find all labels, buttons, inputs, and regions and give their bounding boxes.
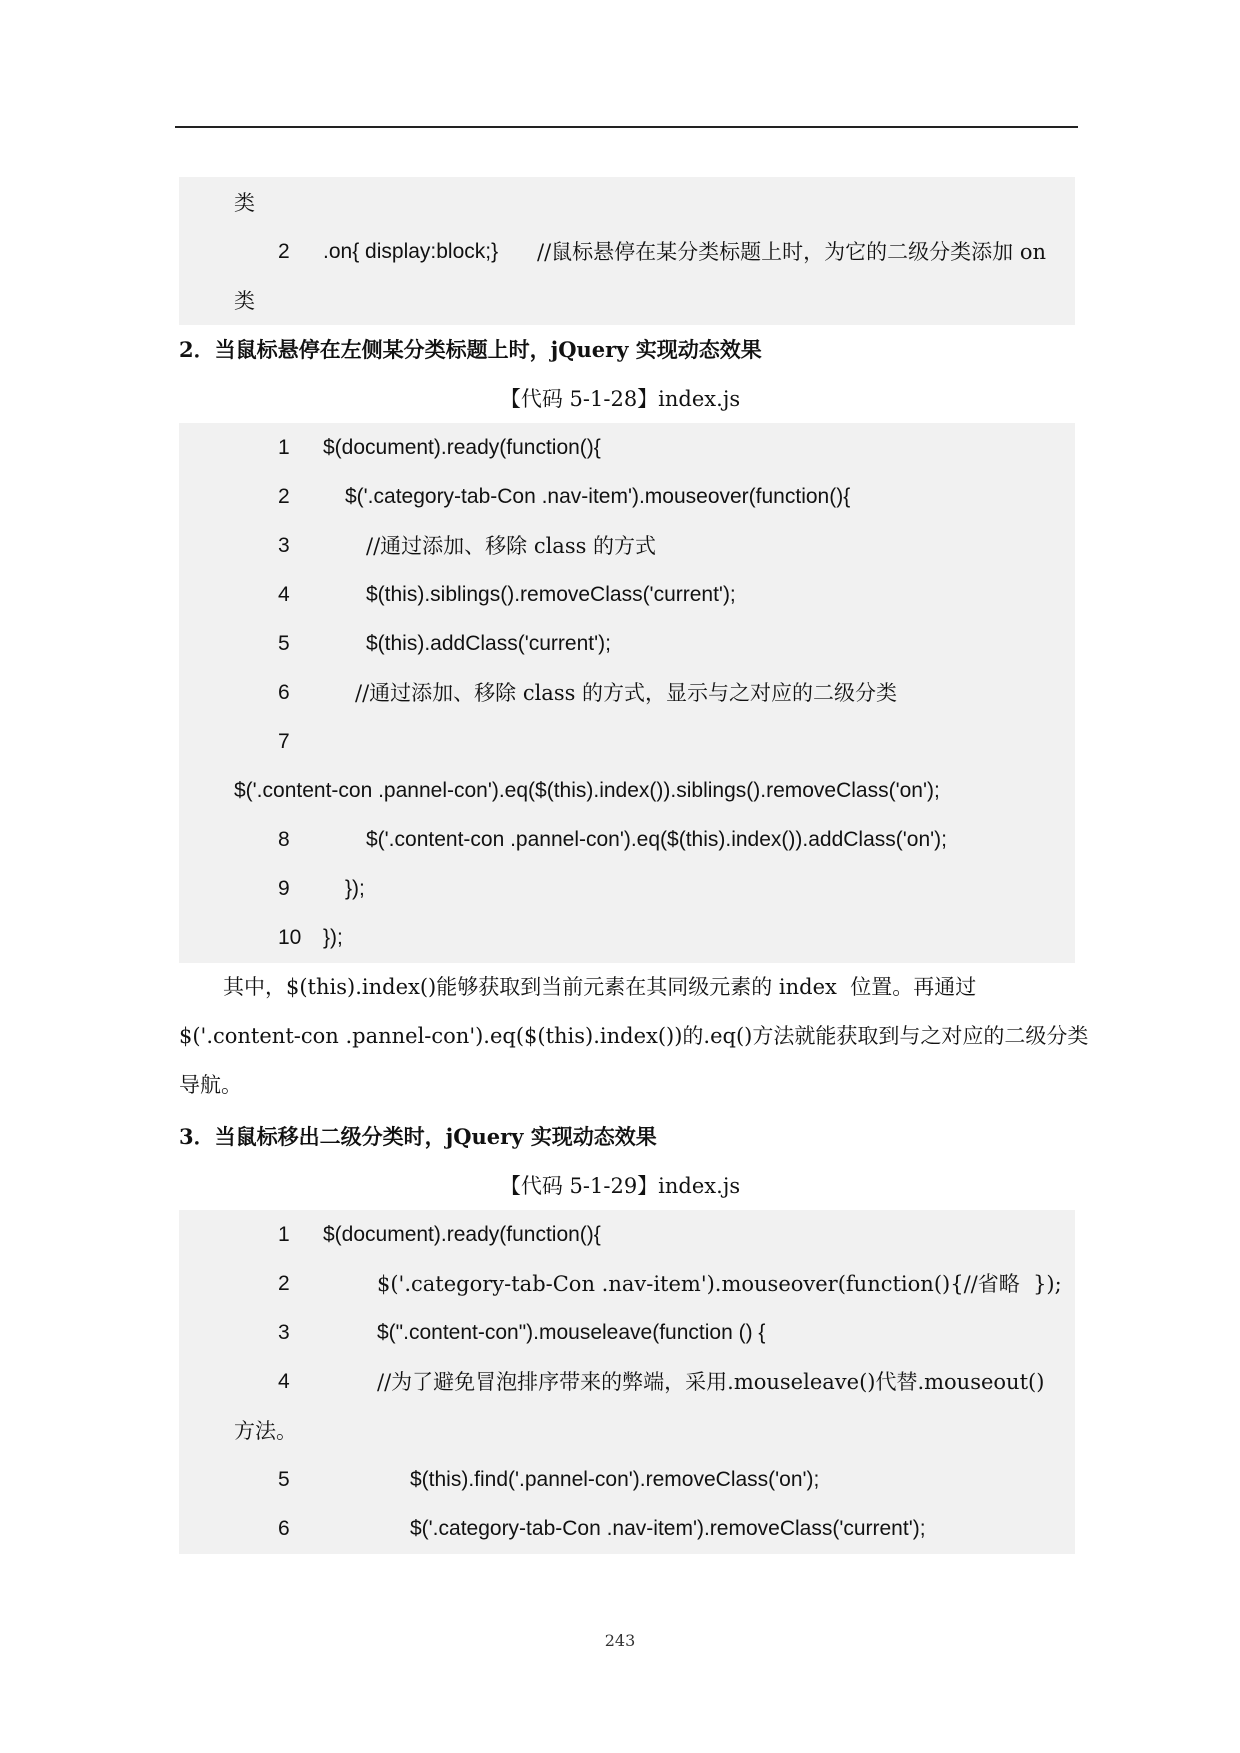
line-number: 6	[278, 681, 290, 704]
code-line: $(document).ready(function(){	[323, 1223, 601, 1246]
code-comment: //为了避免冒泡排序带来的弊端，采用.mouseleave()代替.mouseout()	[377, 1370, 1045, 1394]
header-rule	[175, 126, 1078, 128]
code-line: $('.content-con .pannel-con').eq($(this).index()).addClass('on');	[366, 828, 947, 851]
line-number: 7	[278, 730, 290, 753]
line-number: 3	[278, 534, 290, 557]
body-paragraph-line: 导航。	[179, 1073, 242, 1097]
page-number: 243	[604, 1631, 636, 1650]
line-number: 1	[278, 1223, 290, 1246]
line-number: 9	[278, 877, 290, 900]
line-number: 2	[278, 485, 290, 508]
code-block-5-1-28	[179, 423, 1075, 963]
code-line-wrapped: $('.content-con .pannel-con').eq($(this).index()).siblings().removeClass('on');	[234, 779, 940, 802]
code-line-continuation: 类	[234, 289, 255, 313]
line-number: 8	[278, 828, 290, 851]
line-number: 1	[278, 436, 290, 459]
body-paragraph-line: $('.content-con .pannel-con').eq($(this).index())的.eq()方法就能获取到与之对应的二级分类	[179, 1024, 1089, 1048]
line-number: 3	[278, 1321, 290, 1344]
section-heading-3: 3．当鼠标移出二级分类时，jQuery 实现动态效果	[179, 1124, 657, 1149]
line-number: 5	[278, 1468, 290, 1491]
code-line-continuation: 方法。	[234, 1419, 297, 1443]
code-line: });	[323, 926, 343, 949]
line-number: 10	[278, 926, 302, 949]
code-line: $(document).ready(function(){	[323, 436, 601, 459]
code-line: });	[345, 877, 365, 900]
code-block-5-1-29	[179, 1210, 1075, 1554]
code-line: $(this).siblings().removeClass('current');	[366, 583, 736, 606]
code-line: $('.category-tab-Con .nav-item').mouseover(function(){//省略 });	[377, 1272, 1062, 1296]
code-line: $(this).addClass('current');	[366, 632, 611, 655]
code-comment: //通过添加、移除 class 的方式，显示与之对应的二级分类	[355, 681, 898, 705]
line-number: 5	[278, 632, 290, 655]
code-caption-5-1-29: 【代码 5-1-29】index.js	[499, 1174, 741, 1198]
code-caption-5-1-28: 【代码 5-1-28】index.js	[499, 387, 741, 411]
line-number: 4	[278, 583, 290, 606]
line-number: 2	[278, 240, 290, 263]
code-line: $(".content-con").mouseleave(function () {	[377, 1321, 766, 1344]
section-heading-2: 2．当鼠标悬停在左侧某分类标题上时，jQuery 实现动态效果	[179, 337, 762, 362]
code-line: $('.category-tab-Con .nav-item').mouseover(function(){	[345, 485, 851, 508]
code-block-1	[179, 177, 1075, 325]
code-comment: //通过添加、移除 class 的方式	[366, 534, 657, 558]
code-line: $(this).find('.pannel-con').removeClass('on');	[410, 1468, 820, 1491]
line-number: 4	[278, 1370, 290, 1393]
code-comment: //鼠标悬停在某分类标题上时，为它的二级分类添加 on	[537, 240, 1046, 264]
line-number: 6	[278, 1517, 290, 1540]
code-line: .on{ display:block;}	[323, 240, 499, 263]
body-paragraph-line: 其中，$(this).index()能够获取到当前元素在其同级元素的 index 位置。再通过	[223, 975, 977, 999]
code-line: $('.category-tab-Con .nav-item').removeClass('current');	[410, 1517, 926, 1540]
code-line-continuation: 类	[234, 191, 255, 215]
line-number: 2	[278, 1272, 290, 1295]
